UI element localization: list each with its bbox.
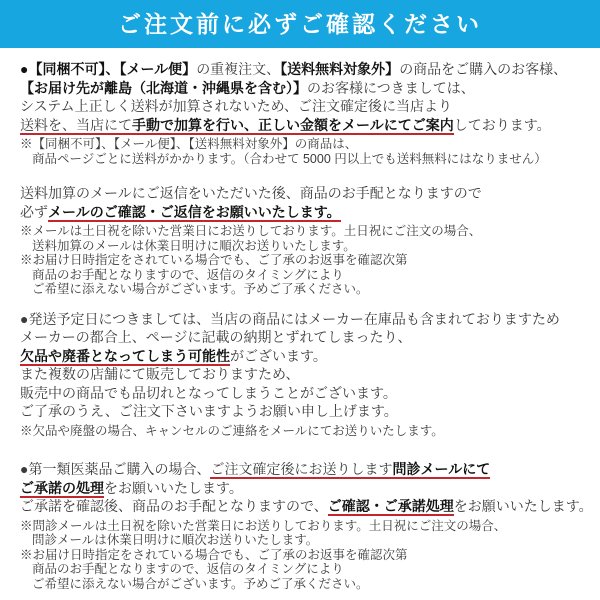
text-run: ※メールは土日祝を除いた営業日にお送りしております。土日祝にご注文の場合、 [20, 224, 482, 238]
text-line [20, 184, 596, 203]
text-run: ご確認・ご承諾処理 [327, 498, 454, 514]
text-run: がございます。 [230, 347, 327, 364]
text-run: 【お届け先が離島（北海道・沖縄県を含む）】 [20, 79, 307, 96]
text-line [20, 116, 596, 135]
text-run: 欠品や廃番となってしまう可能性 [20, 347, 230, 364]
page-title: ご注文前に必ずご確認ください [118, 11, 482, 37]
text-run: 【送料無料対象外】 [280, 61, 400, 77]
text-run: ご希望に添えない場合がございます。予めご了承ください。 [32, 576, 369, 591]
text-run: 商品のお手配となりますので、返信のタイミングにより [32, 562, 344, 576]
text-line [20, 402, 596, 421]
text-run: をお願いいたします。 [453, 498, 593, 514]
text-run: ご承諾を確認後、商品のお手配となりますので、 [20, 498, 328, 514]
section-footnotes [20, 224, 596, 297]
text-run: ※お届け日時指定をされている場合でも、ご了承のお返事を確認次第 [20, 547, 408, 562]
text-line [20, 224, 596, 239]
text-line [20, 253, 596, 268]
text-line [20, 479, 596, 498]
notice-section-1 [20, 60, 596, 166]
text-line [20, 533, 596, 548]
text-run: ※問診メールは土日祝を除いた営業日にお送りしております。土日祝にご注文の場合、 [20, 518, 507, 533]
notice-section-4 [20, 460, 596, 591]
text-run: 販売中の商品でも品切れとなってしまうことがございます。 [20, 384, 397, 401]
section-footnotes [20, 137, 596, 166]
text-run: 商品ページごとに送料がかかります。（合わせて 5000 円以上でも送料無料にはなりません） [32, 151, 547, 166]
text-run: ※お届け日時指定をされている場合でも、ご了承のお返事を確認次第 [20, 253, 408, 267]
text-line [20, 347, 596, 366]
text-run: システム上正しく送料が加算されないため、ご注文確定後に当店より [20, 98, 453, 114]
text-line [20, 137, 596, 152]
text-run: 送料を、当店にて [20, 116, 132, 133]
notice-body [0, 48, 600, 591]
section-main-text [20, 460, 596, 516]
text-line [20, 239, 596, 254]
text-line [20, 282, 596, 297]
text-run: 問診メールは休業日明けに順次お送りいたします。 [32, 533, 319, 547]
text-line [20, 424, 596, 439]
text-run: ご注文確定後にお送りします [210, 461, 393, 477]
text-line [20, 519, 596, 534]
text-run: 手動で加算を行い、正しい金額をメールにてご案内 [132, 116, 454, 133]
text-line [20, 384, 596, 403]
section-footnotes [20, 519, 596, 592]
section-main-text [20, 310, 596, 421]
text-run: しております。 [453, 116, 551, 133]
text-line [20, 79, 596, 98]
text-run: また複数の店舗にて販売しておりますため、 [20, 366, 300, 382]
section-main-text [20, 60, 596, 134]
text-line [20, 203, 596, 222]
text-run: の商品をご購入のお客様、 [399, 61, 568, 77]
section-footnotes [20, 424, 596, 439]
text-run: ご了承のうえ、ご注文下さいますようお願い申し上げます。 [20, 403, 398, 419]
text-run: ご希望に添えない場合がございます。予めご了承ください。 [32, 282, 369, 296]
notice-section-3 [20, 310, 596, 439]
text-line [20, 548, 596, 563]
text-line [20, 97, 596, 116]
text-run: ●【同梱不可】、【メール便】 [20, 61, 197, 77]
text-line [20, 328, 596, 347]
text-line [20, 577, 596, 592]
text-line [20, 497, 596, 516]
text-run: メールのご確認・ご返信をお願いいたします。 [48, 203, 341, 220]
text-line [20, 60, 596, 79]
text-run: 問診メールにて [392, 461, 491, 477]
text-run: ※【同梱不可】、【メール便】、【送料無料対象外】の商品は、 [20, 137, 358, 151]
text-run: 必ず [20, 203, 48, 220]
text-line [20, 152, 596, 167]
text-line [20, 562, 596, 577]
notice-header [0, 0, 600, 48]
text-run: ●第一類医薬品ご購入の場合、 [20, 461, 211, 477]
text-run: のお客様につきましては、 [307, 79, 475, 96]
text-run: ご承諾の処理 [20, 479, 104, 496]
text-line [20, 460, 596, 479]
notice-section-2 [20, 184, 596, 297]
text-run: メーカーの都合上、ページに記載の納期とずれてしまったり、 [20, 329, 412, 345]
text-line [20, 310, 596, 329]
text-run: 送料加算のメールは休業日明けに順次お送りいたします。 [32, 238, 356, 253]
section-main-text [20, 184, 596, 221]
text-run: 商品のお手配となりますので、返信のタイミングにより [32, 267, 344, 282]
text-run: の重複注文、 [196, 61, 281, 77]
text-line [20, 365, 596, 384]
text-run: 送料加算のメールにご返信をいただいた後、商品のお手配となりますので [20, 185, 482, 201]
text-run: ●発送予定日につきましては、当店の商品にはメーカー在庫品も含まれておりますため [20, 310, 560, 327]
text-line [20, 268, 596, 283]
text-run: をお願いいたします。 [104, 479, 243, 496]
text-run: ※欠品や廃盤の場合、キャンセルのご連絡をメールにてお送りいたします。 [20, 423, 444, 438]
